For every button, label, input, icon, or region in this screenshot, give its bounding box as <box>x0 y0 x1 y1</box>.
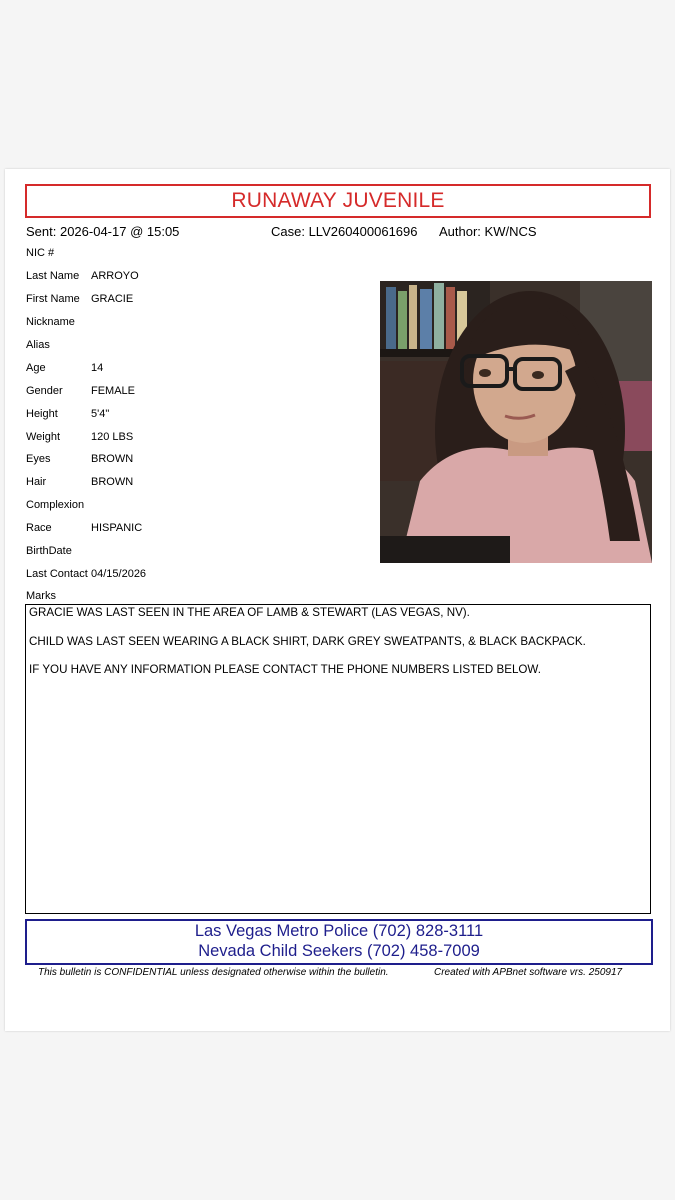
field-label-alias: Alias <box>26 339 50 351</box>
field-value-last-name: ARROYO <box>91 270 139 282</box>
contact-child-seekers: Nevada Child Seekers (702) 458-7009 <box>198 942 480 960</box>
marks-box <box>25 604 651 914</box>
bulletin-sheet <box>5 169 670 1031</box>
field-label-nic: NIC # <box>26 247 55 259</box>
case-number: Case: LLV260400061696 <box>271 224 418 239</box>
field-label-weight: Weight <box>26 431 61 443</box>
field-value-age: 14 <box>91 362 104 374</box>
field-label-first-name: First Name <box>26 293 80 305</box>
field-value-first-name: GRACIE <box>91 293 134 305</box>
field-label-birthdate: BirthDate <box>26 545 72 557</box>
author: Author: KW/NCS <box>439 224 537 239</box>
field-label-height: Height <box>26 408 58 420</box>
sent-timestamp: Sent: 2026-04-17 @ 15:05 <box>26 224 180 239</box>
field-value-eyes: BROWN <box>91 453 134 465</box>
subject-photo <box>380 281 652 563</box>
subject-photo-illustration <box>380 281 652 563</box>
field-value-gender: FEMALE <box>91 385 136 397</box>
marks-line-location: GRACIE WAS LAST SEEN IN THE AREA OF LAMB & STEWART (LAS VEGAS, NV). <box>29 606 470 619</box>
field-label-age: Age <box>26 362 46 374</box>
field-value-hair: BROWN <box>91 476 134 488</box>
contact-lvmpd: Las Vegas Metro Police (702) 828-3111 <box>194 922 484 940</box>
field-label-gender: Gender <box>26 385 63 397</box>
marks-line-clothing: CHILD WAS LAST SEEN WEARING A BLACK SHIRT, DARK GREY SWEATPANTS, & BLACK BACKPACK. <box>29 635 586 648</box>
field-value-race: HISPANIC <box>91 522 143 534</box>
contact-box <box>25 919 653 965</box>
marks-line-contact-request: IF YOU HAVE ANY INFORMATION PLEASE CONTACT THE PHONE NUMBERS LISTED BELOW. <box>29 663 541 676</box>
field-label-race: Race <box>26 522 52 534</box>
field-label-nickname: Nickname <box>26 316 75 328</box>
field-label-complexion: Complexion <box>26 499 85 511</box>
footer-software: Created with APBnet software vrs. 250917 <box>434 967 623 978</box>
field-value-last-contact: 04/15/2026 <box>91 568 147 580</box>
field-label-last-name: Last Name <box>26 270 80 282</box>
field-label-hair: Hair <box>26 476 47 488</box>
bulletin-title: RUNAWAY JUVENILE <box>25 184 651 218</box>
field-value-weight: 120 LBS <box>91 431 134 443</box>
field-label-eyes: Eyes <box>26 453 51 465</box>
field-value-height: 5'4" <box>91 408 110 420</box>
marks-label: Marks <box>26 590 56 602</box>
field-label-last-contact: Last Contact <box>26 568 88 580</box>
footer-confidential: This bulletin is CONFIDENTIAL unless designated otherwise within the bulletin. <box>38 967 389 978</box>
